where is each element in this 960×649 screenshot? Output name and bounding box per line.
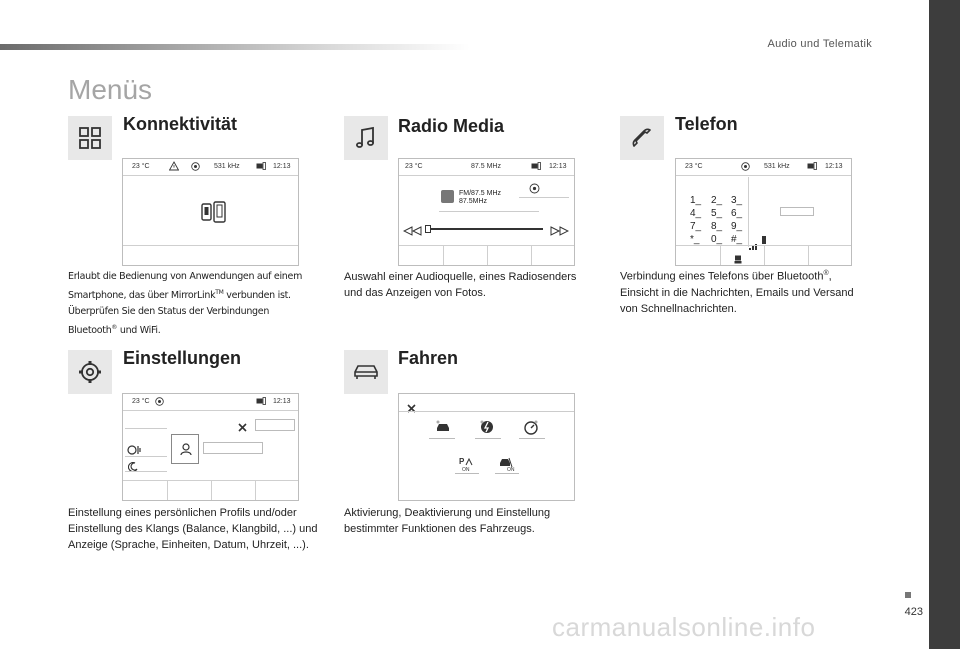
screen-radio-media (398, 158, 575, 266)
mirrorlink-phones-icon (201, 201, 227, 228)
screen-tab-row (123, 245, 298, 265)
signal-icon (191, 162, 200, 173)
keypad-key[interactable]: 5_ (711, 208, 723, 219)
divider (399, 411, 574, 412)
clock: 12:13 (273, 163, 291, 170)
lighting-function-icon[interactable] (479, 419, 495, 440)
screen-tab-row (399, 245, 574, 265)
contact-field[interactable] (780, 207, 814, 216)
top-decor-bar (0, 44, 470, 50)
divider (439, 211, 539, 212)
signal-icon (741, 162, 750, 173)
screen-tab-row (123, 480, 298, 500)
keypad-key[interactable]: 3_ (731, 195, 743, 206)
description-fahren: Aktivierung, Deaktivierung und Einstellung bestimmter Funktionen des Fahrzeugs. (344, 507, 551, 535)
status-bar (123, 159, 298, 176)
description-konnektivitaet: Erlaubt die Bedienung von Anwendungen auf einem Smartphone, das über MirrorLink™ verbunden ist. Überprüfen Sie den Status der Verbindungen Bluetooth® und WiFi. (68, 271, 303, 337)
screen-telefon (675, 158, 852, 266)
description-telefon: Verbindung eines Telefons über Bluetooth®, Einsicht in die Nachrichten, Emails und Versand von Schnellnachrichten. (620, 270, 854, 315)
keypad-key[interactable]: 9_ (731, 221, 743, 232)
divider (495, 473, 519, 474)
tuning-cursor[interactable] (425, 225, 431, 233)
keypad-key[interactable]: 8_ (711, 221, 723, 232)
keypad-key[interactable]: 6_ (731, 208, 743, 219)
station-logo-icon (441, 190, 454, 203)
divider (475, 438, 501, 439)
divider (125, 456, 167, 457)
keypad-key[interactable]: 4_ (690, 208, 702, 219)
music-note-icon (344, 116, 388, 160)
temperature: 23 °C (132, 163, 150, 170)
page-number: 423 (904, 606, 923, 618)
keypad-key[interactable]: *_ (690, 234, 700, 245)
divider (125, 428, 167, 429)
phone-handset-icon (620, 116, 664, 160)
screen-fahren (398, 393, 575, 501)
page-title: Menüs (68, 74, 153, 105)
description-radio-media: Auswahl einer Audioquelle, eines Radiosenders und das Anzeigen von Fotos. (344, 271, 577, 299)
on-label: ON (507, 467, 515, 473)
section-title-fahren: Fahren (398, 348, 459, 368)
screen-konnektivitaet (122, 158, 299, 266)
divider (519, 438, 545, 439)
keypad-key[interactable]: 1_ (690, 195, 702, 206)
frequency: 531 kHz (214, 163, 240, 170)
divider (519, 197, 569, 198)
media-icon (807, 162, 817, 172)
option-field[interactable] (255, 419, 295, 431)
speed-function-icon[interactable] (523, 419, 539, 440)
divider (429, 438, 455, 439)
section-title-konnektivitaet: Konnektivität (123, 114, 238, 134)
profile-button[interactable] (171, 434, 199, 464)
side-tab-bar (929, 0, 960, 649)
status-bar (123, 394, 298, 411)
on-label: ON (462, 467, 470, 473)
warning-icon (169, 161, 179, 173)
chapter-header: Audio und Telematik (767, 38, 872, 50)
status-bar (399, 159, 574, 176)
temperature: 23 °C (405, 163, 423, 170)
clock: 12:13 (549, 163, 567, 170)
tuning-bar[interactable] (425, 228, 543, 230)
display-moon-icon[interactable] (128, 459, 138, 477)
close-icon[interactable] (238, 419, 247, 437)
temperature: 23 °C (685, 163, 703, 170)
vehicle-function-icon[interactable] (435, 420, 451, 439)
apps-grid-icon (68, 116, 112, 160)
seek-back-icon[interactable] (403, 223, 423, 241)
description-einstellungen: Einstellung eines persönlichen Profils und/oder Einstellung des Klangs (Balance, Klangbild, ...) und Anzeige (Sprache, Einheiten, Datum, Uhrzeit, ...). (68, 507, 318, 551)
keypad-key[interactable]: 2_ (711, 195, 723, 206)
media-icon (256, 397, 266, 407)
keypad-key[interactable]: 7_ (690, 221, 702, 232)
media-icon (531, 162, 541, 172)
frequency: 87.5 MHz (471, 163, 501, 170)
frequency: 531 kHz (764, 163, 790, 170)
screen-einstellungen (122, 393, 299, 501)
section-title-einstellungen: Einstellungen (123, 348, 242, 368)
keypad-key[interactable]: 0_ (711, 234, 723, 245)
station-info: FM/87.5 MHz 87.5MHz (459, 190, 502, 205)
clock: 12:13 (273, 398, 291, 405)
watermark: carmanualsonline.info (552, 612, 816, 642)
seek-forward-icon[interactable] (549, 223, 569, 241)
signal-icon (155, 397, 164, 408)
screen-tab-row (676, 245, 851, 265)
keypad-key[interactable]: #_ (731, 234, 743, 245)
section-title-radio-media: Radio Media (398, 116, 505, 136)
option-field[interactable] (203, 442, 263, 454)
car-icon (344, 350, 388, 394)
temperature: 23 °C (132, 398, 150, 405)
media-icon (256, 162, 266, 172)
svg-text:P: P (459, 457, 465, 466)
close-icon[interactable] (407, 400, 416, 418)
page-marker (905, 592, 911, 598)
settings-gear-icon (68, 350, 112, 394)
divider (455, 473, 479, 474)
clock: 12:13 (825, 163, 843, 170)
battery-icon (762, 236, 766, 244)
section-title-telefon: Telefon (675, 114, 738, 134)
status-bar (676, 159, 851, 176)
divider (125, 471, 167, 472)
